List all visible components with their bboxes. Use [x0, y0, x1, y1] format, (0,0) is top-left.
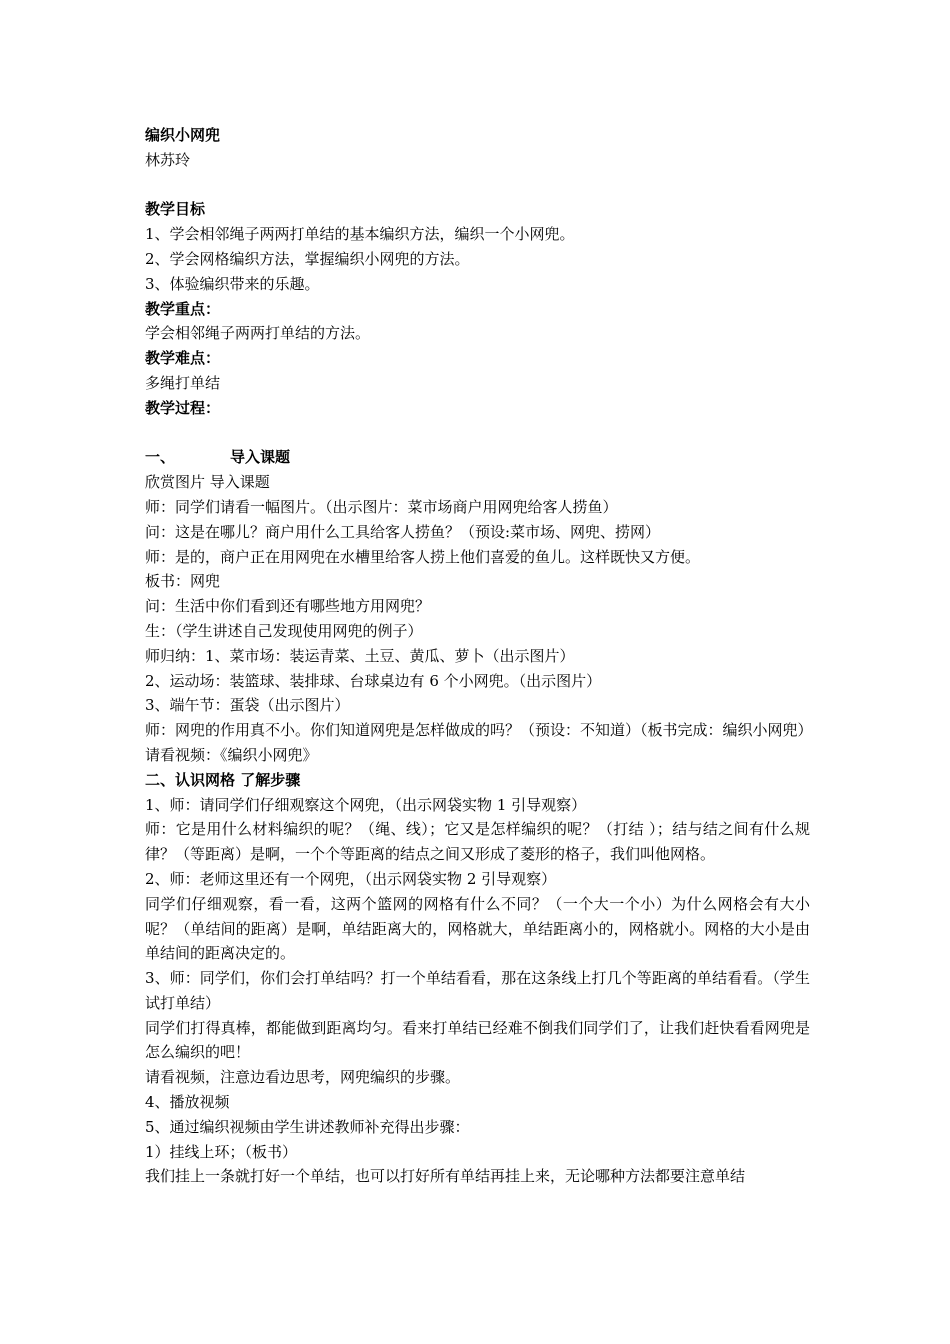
- paragraph-line: 5、通过编织视频由学生讲述教师补充得出步骤：: [145, 1117, 470, 1136]
- paragraph-line: 板书：网兜: [145, 572, 221, 591]
- spacer: [145, 421, 810, 446]
- paragraph-block: 师：网兜的作用真不小。你们知道网兜是怎样做成的吗？（预设：不知道）（板书完成：编织小网兜）: [145, 721, 813, 740]
- doc-title: 编织小网兜: [145, 126, 221, 144]
- section1-number: 一、: [145, 448, 176, 467]
- doc-author: 林苏玲: [145, 150, 191, 169]
- paragraph-line: 1、师：请同学们仔细观察这个网兜，（出示网袋实物 1 引导观察）: [145, 795, 587, 814]
- paragraph-line: 欣赏图片 导入课题: [145, 473, 270, 492]
- paragraph-line: 2、运动场：装篮球、装排球、台球桌边有 6 个小网兜。（出示图片）: [145, 671, 602, 690]
- goal-item: 1、学会相邻绳子两两打单结的基本编织方法，编织一个小网兜。: [145, 225, 575, 244]
- paragraph-block: 师：它是用什么材料编织的呢？（绳、线）；它又是怎样编织的呢？（打结 ）；结与结之间有什么规律？（等距离）是啊，一个个等距离的结点之间又形成了菱形的格子，我们叫他网格。: [145, 820, 810, 864]
- section1-title: 导入课题: [230, 448, 291, 467]
- goal-item: 3、体验编织带来的乐趣。: [145, 274, 320, 293]
- paragraph-block: 3、师：同学们，你们会打单结吗？打一个单结看看，那在这条线上打几个等距离的单结看看。（学生试打单结）: [145, 969, 810, 1012]
- key-heading: 教学重点：: [145, 299, 221, 318]
- difficulty-text: 多绳打单结: [145, 373, 221, 392]
- document-page: [145, 123, 813, 1189]
- paragraph-line: 问：生活中你们看到还有哪些地方用网兜？: [145, 597, 431, 616]
- paragraph-line: 4、播放视频: [145, 1093, 230, 1112]
- paragraph-line: 请看视频，注意边看边思考，网兜编织的步骤。: [145, 1068, 461, 1087]
- paragraph-line: 我们挂上一条就打好一个单结，也可以打好所有单结再挂上来，无论哪种方法都要注意单结: [145, 1167, 746, 1186]
- paragraph-line: 2、师：老师这里还有一个网兜，（出示网袋实物 2 引导观察）: [145, 869, 557, 888]
- section2-heading: 二、认识网格 了解步骤: [145, 770, 301, 789]
- paragraph-line: 师归纳：1、菜市场：装运青菜、土豆、黄瓜、萝卜（出示图片）: [145, 646, 575, 665]
- paragraph-block: 同学们打得真棒，都能做到距离均匀。看来打单结已经难不倒我们同学们了，让我们赶快看看网兜是怎么编织的吧！: [145, 1018, 810, 1062]
- goals-heading: 教学目标: [145, 200, 206, 219]
- paragraph-line: 问：这是在哪儿？商户用什么工具给客人捞鱼？（预设:菜市场、网兜、捞网）: [145, 522, 661, 541]
- paragraph-block: 同学们仔细观察，看一看，这两个篮网的网格有什么不同？（一个大一个小）为什么网格会有大小呢？（单结间的距离）是啊，单结距离大的，网格就大，单结距离小的，网格就小。网格的大小是由单结间的距离决定的。: [145, 894, 810, 963]
- paragraph-line: 师：是的，商户正在用网兜在水槽里给客人捞上他们喜爱的鱼儿。这样既快又方便。: [145, 547, 701, 566]
- paragraph-line: 请看视频：《编织小网兜》: [145, 745, 318, 764]
- process-heading: 教学过程：: [145, 398, 221, 417]
- paragraph-line: 生：（学生讲述自己发现使用网兜的例子）: [145, 621, 423, 640]
- section1-heading: [145, 445, 810, 470]
- paragraph-line: 1）挂线上环；（板书）: [145, 1142, 298, 1161]
- paragraph-line: 师：同学们请看一幅图片。（出示图片：菜市场商户用网兜给客人捞鱼）: [145, 497, 618, 516]
- paragraph-line: 3、端午节：蛋袋（出示图片）: [145, 696, 350, 715]
- key-text: 学会相邻绳子两两打单结的方法。: [145, 324, 371, 343]
- spacer: [145, 173, 810, 198]
- difficulty-heading: 教学难点：: [145, 349, 221, 368]
- goal-item: 2、学会网格编织方法，掌握编织小网兜的方法。: [145, 249, 470, 268]
